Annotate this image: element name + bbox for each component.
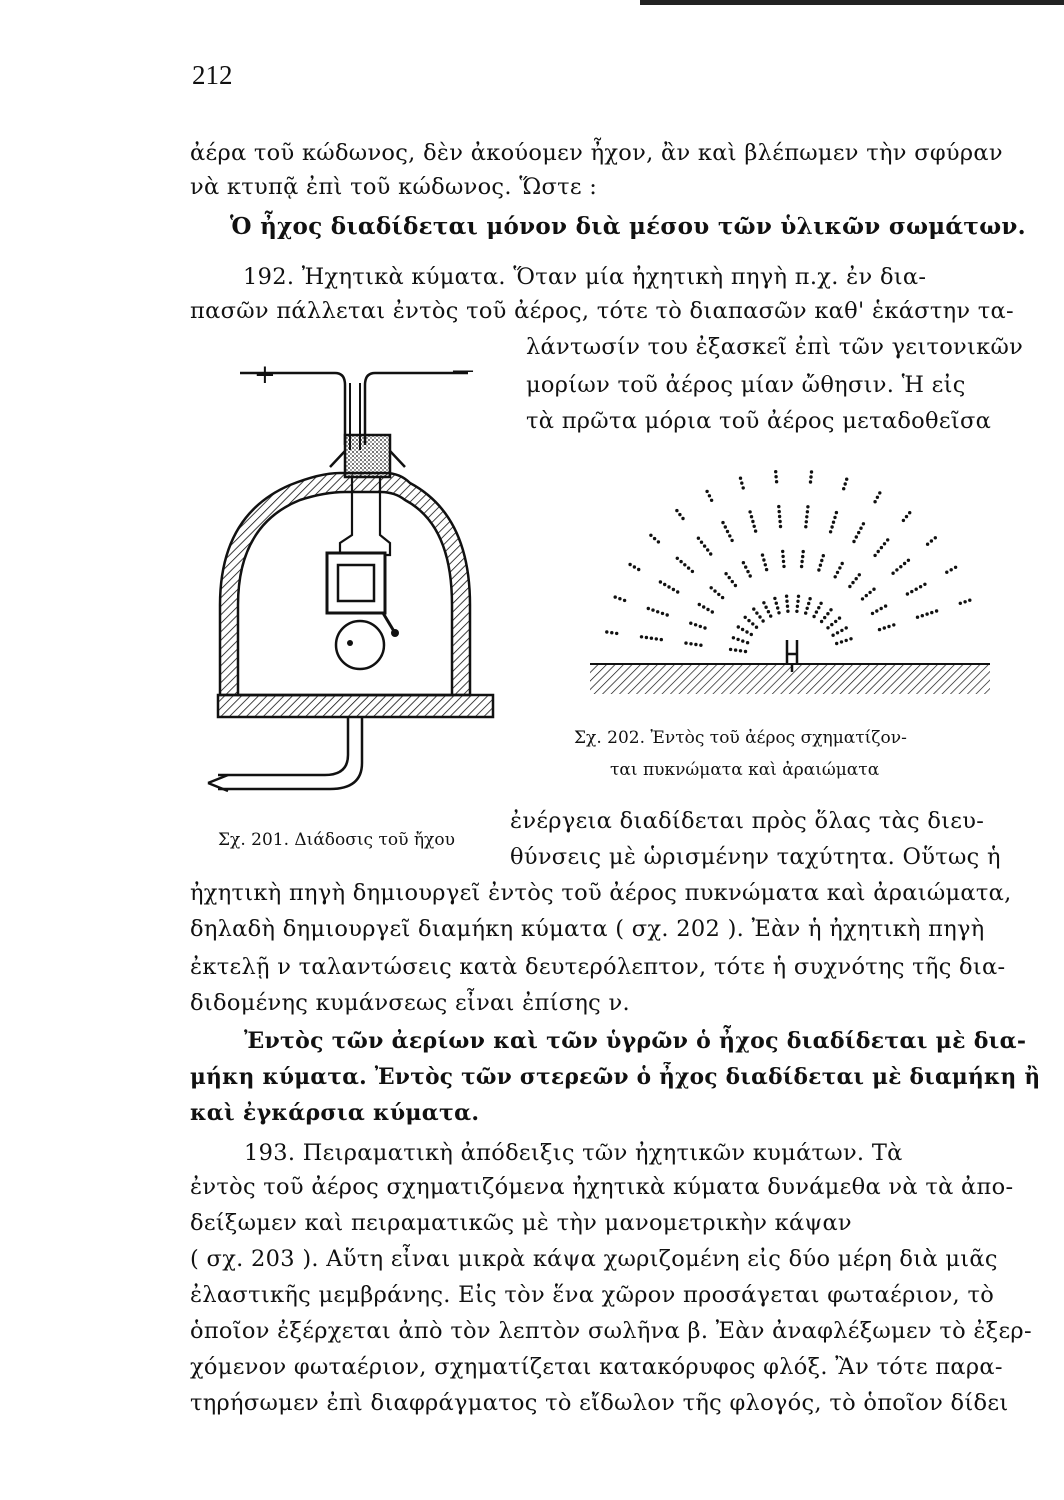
wave-dot xyxy=(915,588,918,591)
wave-dot xyxy=(935,609,938,612)
wave-dot xyxy=(605,630,608,633)
wave-dot xyxy=(822,554,825,557)
text-line: ἐντὸς τοῦ ἀέρος σχηματιζόμενα ἠχητικὰ κύματα δυνάμεθα νὰ τὰ ἀπο- xyxy=(190,1174,1014,1200)
wave-dot xyxy=(876,496,879,499)
plus-sign: + xyxy=(254,360,276,390)
wave-dot xyxy=(691,570,694,573)
wave-dot xyxy=(649,534,652,537)
wave-dot xyxy=(862,522,865,525)
wave-dot xyxy=(610,631,613,634)
wave-dot xyxy=(805,515,808,518)
wave-dot xyxy=(910,590,913,593)
wave-dot xyxy=(945,571,948,574)
wave-dot xyxy=(845,639,848,642)
wave-dot xyxy=(795,610,798,613)
wave-dot xyxy=(852,540,855,543)
wave-rays xyxy=(605,470,971,653)
wave-dot xyxy=(776,606,779,609)
wave-dot xyxy=(919,585,922,588)
text-line: θύνσεις μὲ ὡρισμένην ταχύτητα. Οὕτως ἡ xyxy=(510,844,1001,870)
figure-202-caption-line1: Σχ. 202. Ἐντὸς τοῦ ἀέρος σχηματίζον- xyxy=(574,728,907,748)
wave-dot xyxy=(848,585,851,588)
wave-dot xyxy=(907,559,910,562)
wave-dot xyxy=(724,525,727,528)
wave-dot xyxy=(810,470,813,473)
wave-dot xyxy=(667,585,670,588)
wave-dot xyxy=(628,563,631,566)
wave-dot xyxy=(891,572,894,575)
wave-dot xyxy=(762,558,765,561)
wave-dot xyxy=(618,597,621,600)
wave-dot xyxy=(750,515,753,518)
wave-dot xyxy=(905,515,908,518)
wave-dot xyxy=(887,625,890,628)
wave-dot xyxy=(689,642,692,645)
wave-dot xyxy=(840,640,843,643)
wave-dot xyxy=(699,644,702,647)
wave-dot xyxy=(851,581,854,584)
wave-dot xyxy=(817,568,820,571)
wave-dot xyxy=(739,477,742,480)
wave-dot xyxy=(779,525,782,528)
wave-dot xyxy=(968,599,971,602)
wave-dot xyxy=(800,565,803,568)
wave-dot xyxy=(710,499,713,502)
wave-dot xyxy=(744,616,747,619)
wave-dot xyxy=(782,565,785,568)
text-line: δείξωμεν καὶ πειραματικῶς μὲ τὴν μανομετρικὴν κάψαν xyxy=(190,1210,852,1236)
figure-202-sound-waves xyxy=(590,460,990,720)
wave-dot xyxy=(742,486,745,489)
wave-dot xyxy=(836,631,839,634)
wave-dot xyxy=(954,566,957,569)
wave-dot xyxy=(751,520,754,523)
text-line: χόμενον φωταέριον, σχηματίζεται κατακόρυφος φλόξ. Ἂν τότε παρα- xyxy=(190,1354,1003,1380)
wave-dot xyxy=(679,560,682,563)
wave-dot xyxy=(884,604,887,607)
wave-dot xyxy=(786,605,789,608)
wave-dot xyxy=(708,494,711,497)
wave-dot xyxy=(855,577,858,580)
wave-dot xyxy=(815,610,818,613)
text-line: ἐκτελῇ ν ταλαντώσεις κατὰ δευτερόλεπτον, τότε ἡ συχνότης τῆς δια- xyxy=(190,954,1006,980)
text-line: τηρήσωμεν ἐπὶ διαφράγματος τὸ εἴδωλον τῆς φλογός, τὸ ὁποῖον δίδει xyxy=(190,1390,1009,1416)
wave-dot xyxy=(684,641,687,644)
wave-dot xyxy=(774,475,777,478)
wave-dot xyxy=(950,568,953,571)
wave-dot xyxy=(804,525,807,528)
wave-dot xyxy=(804,611,807,614)
theorem-statement: Ὁ ἦχος διαδίδεται μόνον διὰ μέσου τῶν ὑλικῶν σωμάτων. xyxy=(230,213,1026,240)
wave-dot xyxy=(892,623,895,626)
wave-dot xyxy=(809,480,812,483)
wave-dot xyxy=(906,592,909,595)
text-line: μορίων τοῦ ἀέρος μίαν ὤθησιν. Ἡ εἰς xyxy=(526,372,966,398)
wave-dot xyxy=(773,597,776,600)
wave-dot xyxy=(903,562,906,565)
wave-dot xyxy=(765,568,768,571)
wave-dot xyxy=(785,595,788,598)
wave-dot xyxy=(700,541,703,544)
wave-dot xyxy=(923,583,926,586)
wave-dot xyxy=(615,632,618,635)
wave-dot xyxy=(959,602,962,605)
wave-dot xyxy=(666,613,669,616)
wave-dot xyxy=(746,570,749,573)
wave-dot xyxy=(830,623,833,626)
figure-201-caption: Σχ. 201. Διάδοσις τοῦ ἤχου xyxy=(218,830,455,850)
wave-dot xyxy=(699,625,702,628)
wave-dot xyxy=(782,560,785,563)
wave-dot xyxy=(899,565,902,568)
wave-dot xyxy=(778,520,781,523)
wave-dot xyxy=(745,630,748,633)
wave-dot xyxy=(806,505,809,508)
wave-dot xyxy=(721,596,724,599)
wave-dot xyxy=(769,614,772,617)
wave-dot xyxy=(717,593,720,596)
wave-dot xyxy=(761,619,764,622)
wave-dot xyxy=(748,510,751,513)
wave-dot xyxy=(751,622,754,625)
wave-dot xyxy=(676,557,679,560)
wave-dot xyxy=(661,612,664,615)
wave-dot xyxy=(834,575,837,578)
text-line: λάντωσίν του ἐξασκεῖ ἐπὶ τῶν γειτονικῶν xyxy=(526,334,1024,360)
wave-dot xyxy=(681,517,684,520)
wave-dot xyxy=(651,608,654,611)
wave-dot xyxy=(872,588,875,591)
wave-dot xyxy=(659,580,662,583)
wave-dot xyxy=(640,635,643,638)
text-line: ἀέρα τοῦ κώδωνος, δὲν ἀκούομεν ἦχον, ἂν καὶ βλέπωμεν τὴν σφύραν xyxy=(190,140,1003,166)
wave-dot xyxy=(740,481,743,484)
wave-dot xyxy=(878,491,881,494)
text-line: ἐλαστικῆς μεμβράνης. Εἰς τὸν ἕνα χῶρον προσάγεται φωταέριον, τὸ xyxy=(190,1282,995,1308)
wave-dot xyxy=(831,634,834,637)
wave-dot xyxy=(800,560,803,563)
wave-dot xyxy=(865,594,868,597)
wave-dot xyxy=(755,611,758,614)
wave-dot xyxy=(829,530,832,533)
wave-dot xyxy=(672,588,675,591)
section-193-heading: 193. Πειραματικὴ ἀπόδειξις τῶν ἠχητικῶν κυμάτων. Τὰ xyxy=(244,1140,903,1166)
wave-dot xyxy=(802,550,805,553)
wave-dot xyxy=(902,519,905,522)
wave-dot xyxy=(809,475,812,478)
wave-dot xyxy=(786,610,789,613)
wave-dot xyxy=(645,636,648,639)
wave-dot xyxy=(728,576,731,579)
text-line: ἐνέργεια διαδίδεται πρὸς ὅλας τὰς διευ- xyxy=(510,808,985,834)
wave-dot xyxy=(833,516,836,519)
figure-202-caption-line2: ται πυκνώματα καὶ ἀραιώματα xyxy=(610,760,880,780)
wave-dot xyxy=(834,620,837,623)
wave-dot xyxy=(781,550,784,553)
wave-dot xyxy=(764,606,767,609)
wave-dot xyxy=(796,600,799,603)
wave-dot xyxy=(877,550,880,553)
wave-dot xyxy=(694,643,697,646)
wave-dot xyxy=(653,537,656,540)
wave-dot xyxy=(647,607,650,610)
wave-dot xyxy=(859,527,862,530)
wave-dot xyxy=(656,610,659,613)
wave-dot xyxy=(883,542,886,545)
text-line: τὰ πρῶτα μόρια τοῦ ἀέρος μεταδοθεῖσα xyxy=(526,408,992,434)
wave-dot xyxy=(726,530,729,533)
wave-dot xyxy=(845,626,848,629)
wave-dot xyxy=(741,639,744,642)
wave-dot xyxy=(796,605,799,608)
wave-dot xyxy=(844,482,847,485)
wave-dot xyxy=(730,539,733,542)
wave-dot xyxy=(650,637,653,640)
wave-dot xyxy=(868,591,871,594)
text-line: πασῶν πάλλεται ἐντὸς τοῦ ἀέρος, τότε τὸ διαπασῶν καθ' ἑκάστην τα- xyxy=(190,298,1014,324)
wave-dot xyxy=(676,590,679,593)
wave-dot xyxy=(857,531,860,534)
text-line: ὁποῖον ἐξέρχεται ἀπὸ τὸν λεπτὸν σωλῆνα β. Ἐὰν ἀναφλέξωμεν τὸ ἐξερ- xyxy=(190,1318,1032,1344)
wave-dot xyxy=(703,626,706,629)
wave-dot xyxy=(826,612,829,615)
wave-dot xyxy=(724,572,727,575)
wave-dot xyxy=(785,600,788,603)
wave-dot xyxy=(963,600,966,603)
figure-201-bell-jar xyxy=(200,355,500,805)
wave-dot xyxy=(741,628,744,631)
wave-dot xyxy=(713,589,716,592)
wave-dot xyxy=(732,636,735,639)
bold-statement: μήκη κύματα. Ἐντὸς τῶν στερεῶν ὁ ἦχος διαδίδεται μὲ διαμήκη ἢ xyxy=(190,1064,1041,1090)
wave-dot xyxy=(752,607,755,610)
wave-dot xyxy=(886,538,889,541)
wave-dot xyxy=(930,539,933,542)
wave-dot xyxy=(806,510,809,513)
wave-dot xyxy=(742,561,745,564)
wave-dot xyxy=(842,487,845,490)
wave-dot xyxy=(808,597,811,600)
text-line: διδομένης κυμάνσεως εἶναι ἐπίσης ν. xyxy=(190,990,630,1016)
wave-dot xyxy=(663,583,666,586)
wave-dot xyxy=(840,629,843,632)
wave-dot xyxy=(775,602,778,605)
wave-dot xyxy=(820,559,823,562)
wave-dot xyxy=(734,584,737,587)
wave-dot xyxy=(660,638,663,641)
page-number: 212 xyxy=(192,60,233,90)
wave-dot xyxy=(739,649,742,652)
wave-dot xyxy=(807,602,810,605)
wave-dot xyxy=(925,612,928,615)
wave-dot xyxy=(731,580,734,583)
wave-dot xyxy=(916,616,919,619)
wave-dot xyxy=(754,529,757,532)
wave-dot xyxy=(706,548,709,551)
wave-dot xyxy=(841,562,844,565)
wave-dot xyxy=(737,625,740,628)
wave-dot xyxy=(761,553,764,556)
wave-dot xyxy=(687,566,690,569)
wave-dot xyxy=(830,525,833,528)
wave-dot xyxy=(908,511,911,514)
wave-dot xyxy=(694,623,697,626)
wave-dot xyxy=(721,521,724,524)
wave-dot xyxy=(861,597,864,600)
wave-dot xyxy=(728,534,731,537)
wave-dot xyxy=(614,595,617,598)
wave-dot xyxy=(710,586,713,589)
wave-dot xyxy=(826,626,829,629)
wave-dot xyxy=(829,608,832,611)
wave-dot xyxy=(736,638,739,641)
wave-dot xyxy=(819,564,822,567)
wave-dot xyxy=(873,554,876,557)
wave-dot xyxy=(753,525,756,528)
wave-dot xyxy=(926,543,929,546)
wave-dot xyxy=(689,622,692,625)
wave-dot xyxy=(819,602,822,605)
wave-dot xyxy=(871,612,874,615)
wave-dot xyxy=(806,607,809,610)
wave-dot xyxy=(777,505,780,508)
wave-dot xyxy=(778,515,781,518)
wave-dot xyxy=(747,619,750,622)
wave-dot xyxy=(698,603,701,606)
wave-dot xyxy=(744,565,747,568)
wave-dot xyxy=(764,563,767,566)
wave-dot xyxy=(767,610,770,613)
wave-dot xyxy=(934,536,937,539)
wave-dot xyxy=(744,650,747,653)
text-line: ἠχητικὴ πηγὴ δημιουργεῖ ἐντὸς τοῦ ἀέρος πυκνώματα καὶ ἀραιώματα, xyxy=(190,880,1012,906)
top-edge-rule xyxy=(640,0,1064,5)
wave-dot xyxy=(703,544,706,547)
wave-dot xyxy=(762,601,765,604)
wave-dot xyxy=(858,573,861,576)
wave-dot xyxy=(623,599,626,602)
wave-dot xyxy=(705,490,708,493)
wave-dot xyxy=(823,616,826,619)
wave-dot xyxy=(709,552,712,555)
bold-statement: καὶ ἐγκάρσια κύματα. xyxy=(190,1100,480,1126)
wave-dot xyxy=(801,555,804,558)
wave-dot xyxy=(750,633,753,636)
wave-dot xyxy=(633,565,636,568)
wave-dot xyxy=(749,574,752,577)
wave-dot xyxy=(655,637,658,640)
wave-dot xyxy=(921,614,924,617)
wave-dot xyxy=(817,606,820,609)
wave-dot xyxy=(711,610,714,613)
wave-dot xyxy=(836,571,839,574)
wave-dot xyxy=(746,641,749,644)
wave-dot xyxy=(930,611,933,614)
wave-dot xyxy=(683,563,686,566)
wave-dot xyxy=(781,555,784,558)
bold-statement: Ἐντὸς τῶν ἀερίων καὶ τῶν ὑγρῶν ὁ ἦχος διαδίδεται μὲ δια- xyxy=(244,1028,1027,1054)
wave-dot xyxy=(880,607,883,610)
wave-dot xyxy=(812,615,815,618)
wave-dot xyxy=(838,616,841,619)
wave-dot xyxy=(702,605,705,608)
wave-dot xyxy=(873,500,876,503)
wave-dot xyxy=(835,511,838,514)
wave-dot xyxy=(855,535,858,538)
wave-dot xyxy=(755,626,758,629)
wave-dot xyxy=(838,566,841,569)
wave-dot xyxy=(774,470,777,473)
wave-dot xyxy=(678,513,681,516)
wave-dot xyxy=(849,637,852,640)
wave-dot xyxy=(883,626,886,629)
wave-dot xyxy=(697,537,700,540)
wave-dot xyxy=(895,568,898,571)
wave-dot xyxy=(880,546,883,549)
wave-dot xyxy=(675,509,678,512)
wave-dot xyxy=(805,520,808,523)
wave-dot xyxy=(777,611,780,614)
wave-dot xyxy=(845,478,848,481)
wave-dot xyxy=(875,609,878,612)
wave-dot xyxy=(878,628,881,631)
wave-dot xyxy=(832,521,835,524)
wave-dot xyxy=(778,510,781,513)
text-line: δηλαδὴ δημιουργεῖ διαμήκη κύματα ( σχ. 202 ). Ἐὰν ἡ ἠχητικὴ πηγὴ xyxy=(190,916,985,942)
wave-dot xyxy=(729,648,732,651)
wave-dot xyxy=(820,620,823,623)
wave-dot xyxy=(706,608,709,611)
wave-dot xyxy=(657,540,660,543)
wave-dot xyxy=(775,480,778,483)
text-line: νὰ κτυπᾷ ἐπὶ τοῦ κώδωνος. Ὥστε : xyxy=(190,174,598,200)
wave-dot xyxy=(758,615,761,618)
section-192-heading: 192. Ἠχητικὰ κύματα. Ὅταν μία ἠχητικὴ πηγὴ π.χ. ἐν δια- xyxy=(243,264,927,290)
wave-dot xyxy=(637,568,640,571)
wave-dot xyxy=(835,642,838,645)
wave-dot xyxy=(734,648,737,651)
minus-sign: — xyxy=(452,358,474,383)
wave-dot xyxy=(797,595,800,598)
text-line: ( σχ. 203 ). Αὕτη εἶναι μικρὰ κάψα χωριζομένη εἰς δύο μέρη διὰ μιᾶς xyxy=(190,1246,998,1272)
